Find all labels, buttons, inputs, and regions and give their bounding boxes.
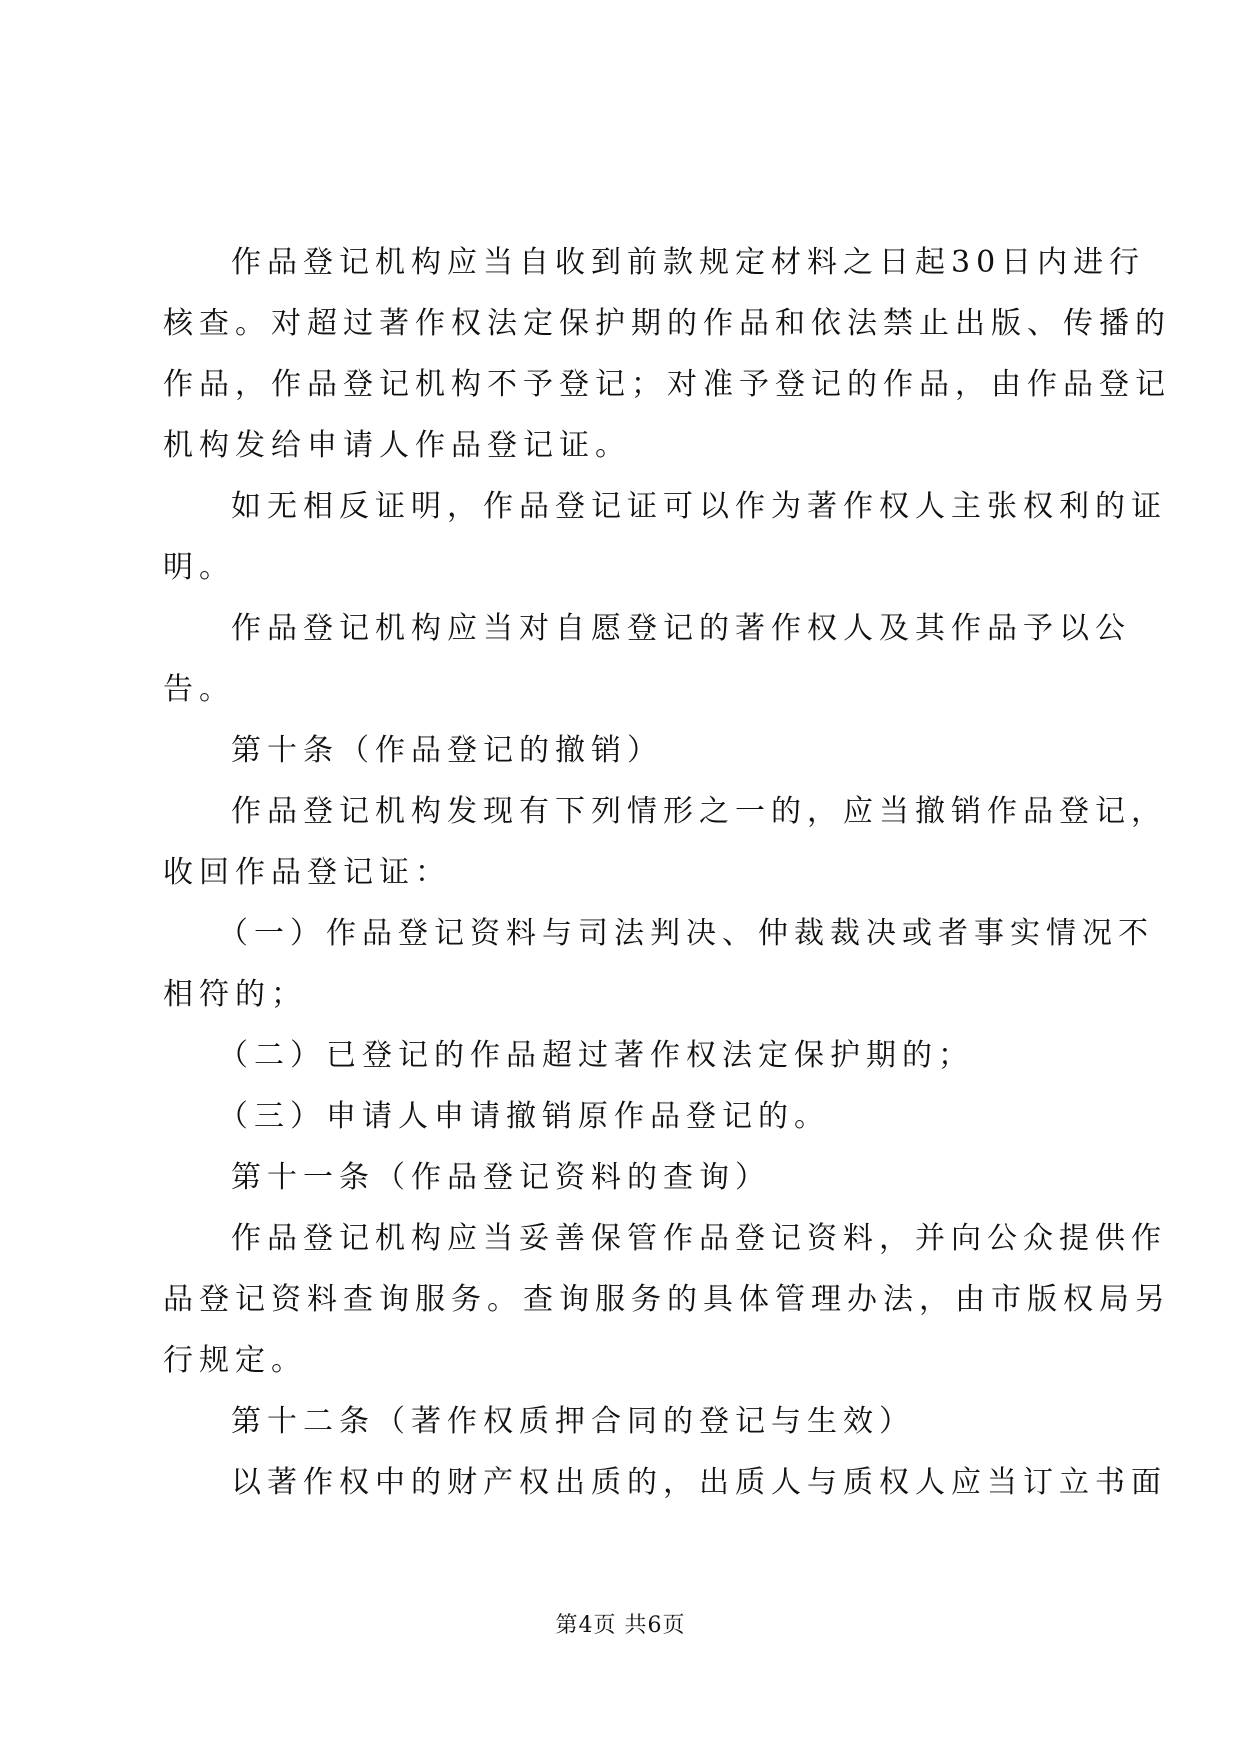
- text-line: 作品登记机构应当对自愿登记的著作权人及其作品予以公: [231, 611, 1131, 646]
- text-line: （二）已登记的作品超过著作权法定保护期的；: [218, 1038, 974, 1073]
- text-line: 如无相反证明，作品登记证可以作为著作权人主张权利的证: [231, 489, 1167, 524]
- page-number-footer: 第4页 共6页: [555, 1613, 686, 1638]
- text-line: （一）作品登记资料与司法判决、仲裁裁决或者事实情况不: [218, 916, 1154, 951]
- text-line: 以著作权中的财产权出质的，出质人与质权人应当订立书面: [231, 1465, 1167, 1500]
- text-line: 作品登记机构应当自收到前款规定材料之日起30日内进行: [231, 245, 1146, 280]
- text-line: 核查。对超过著作权法定保护期的作品和依法禁止出版、传播的: [163, 306, 1171, 341]
- text-line: 第十二条（著作权质押合同的登记与生效）: [231, 1404, 915, 1439]
- text-line: 明。: [163, 550, 235, 585]
- text-line: 机构发给申请人作品登记证。: [163, 428, 631, 463]
- text-line: 作品，作品登记机构不予登记；对准予登记的作品，由作品登记: [163, 367, 1171, 402]
- text-line: 品登记资料查询服务。查询服务的具体管理办法，由市版权局另: [163, 1282, 1171, 1317]
- text-line: 第十一条（作品登记资料的查询）: [231, 1160, 771, 1195]
- document-body: [163, 232, 1171, 1513]
- text-line: 作品登记机构发现有下列情形之一的，应当撤销作品登记，: [231, 794, 1167, 829]
- text-line: 相符的；: [163, 977, 307, 1012]
- text-line: 告。: [163, 672, 235, 707]
- text-line: 行规定。: [163, 1343, 307, 1378]
- text-line: （三）申请人申请撤销原作品登记的。: [218, 1099, 830, 1134]
- text-line: 作品登记机构应当妥善保管作品登记资料，并向公众提供作: [231, 1221, 1167, 1256]
- text-line: 第十条（作品登记的撤销）: [231, 733, 663, 768]
- text-line: 收回作品登记证：: [163, 855, 451, 890]
